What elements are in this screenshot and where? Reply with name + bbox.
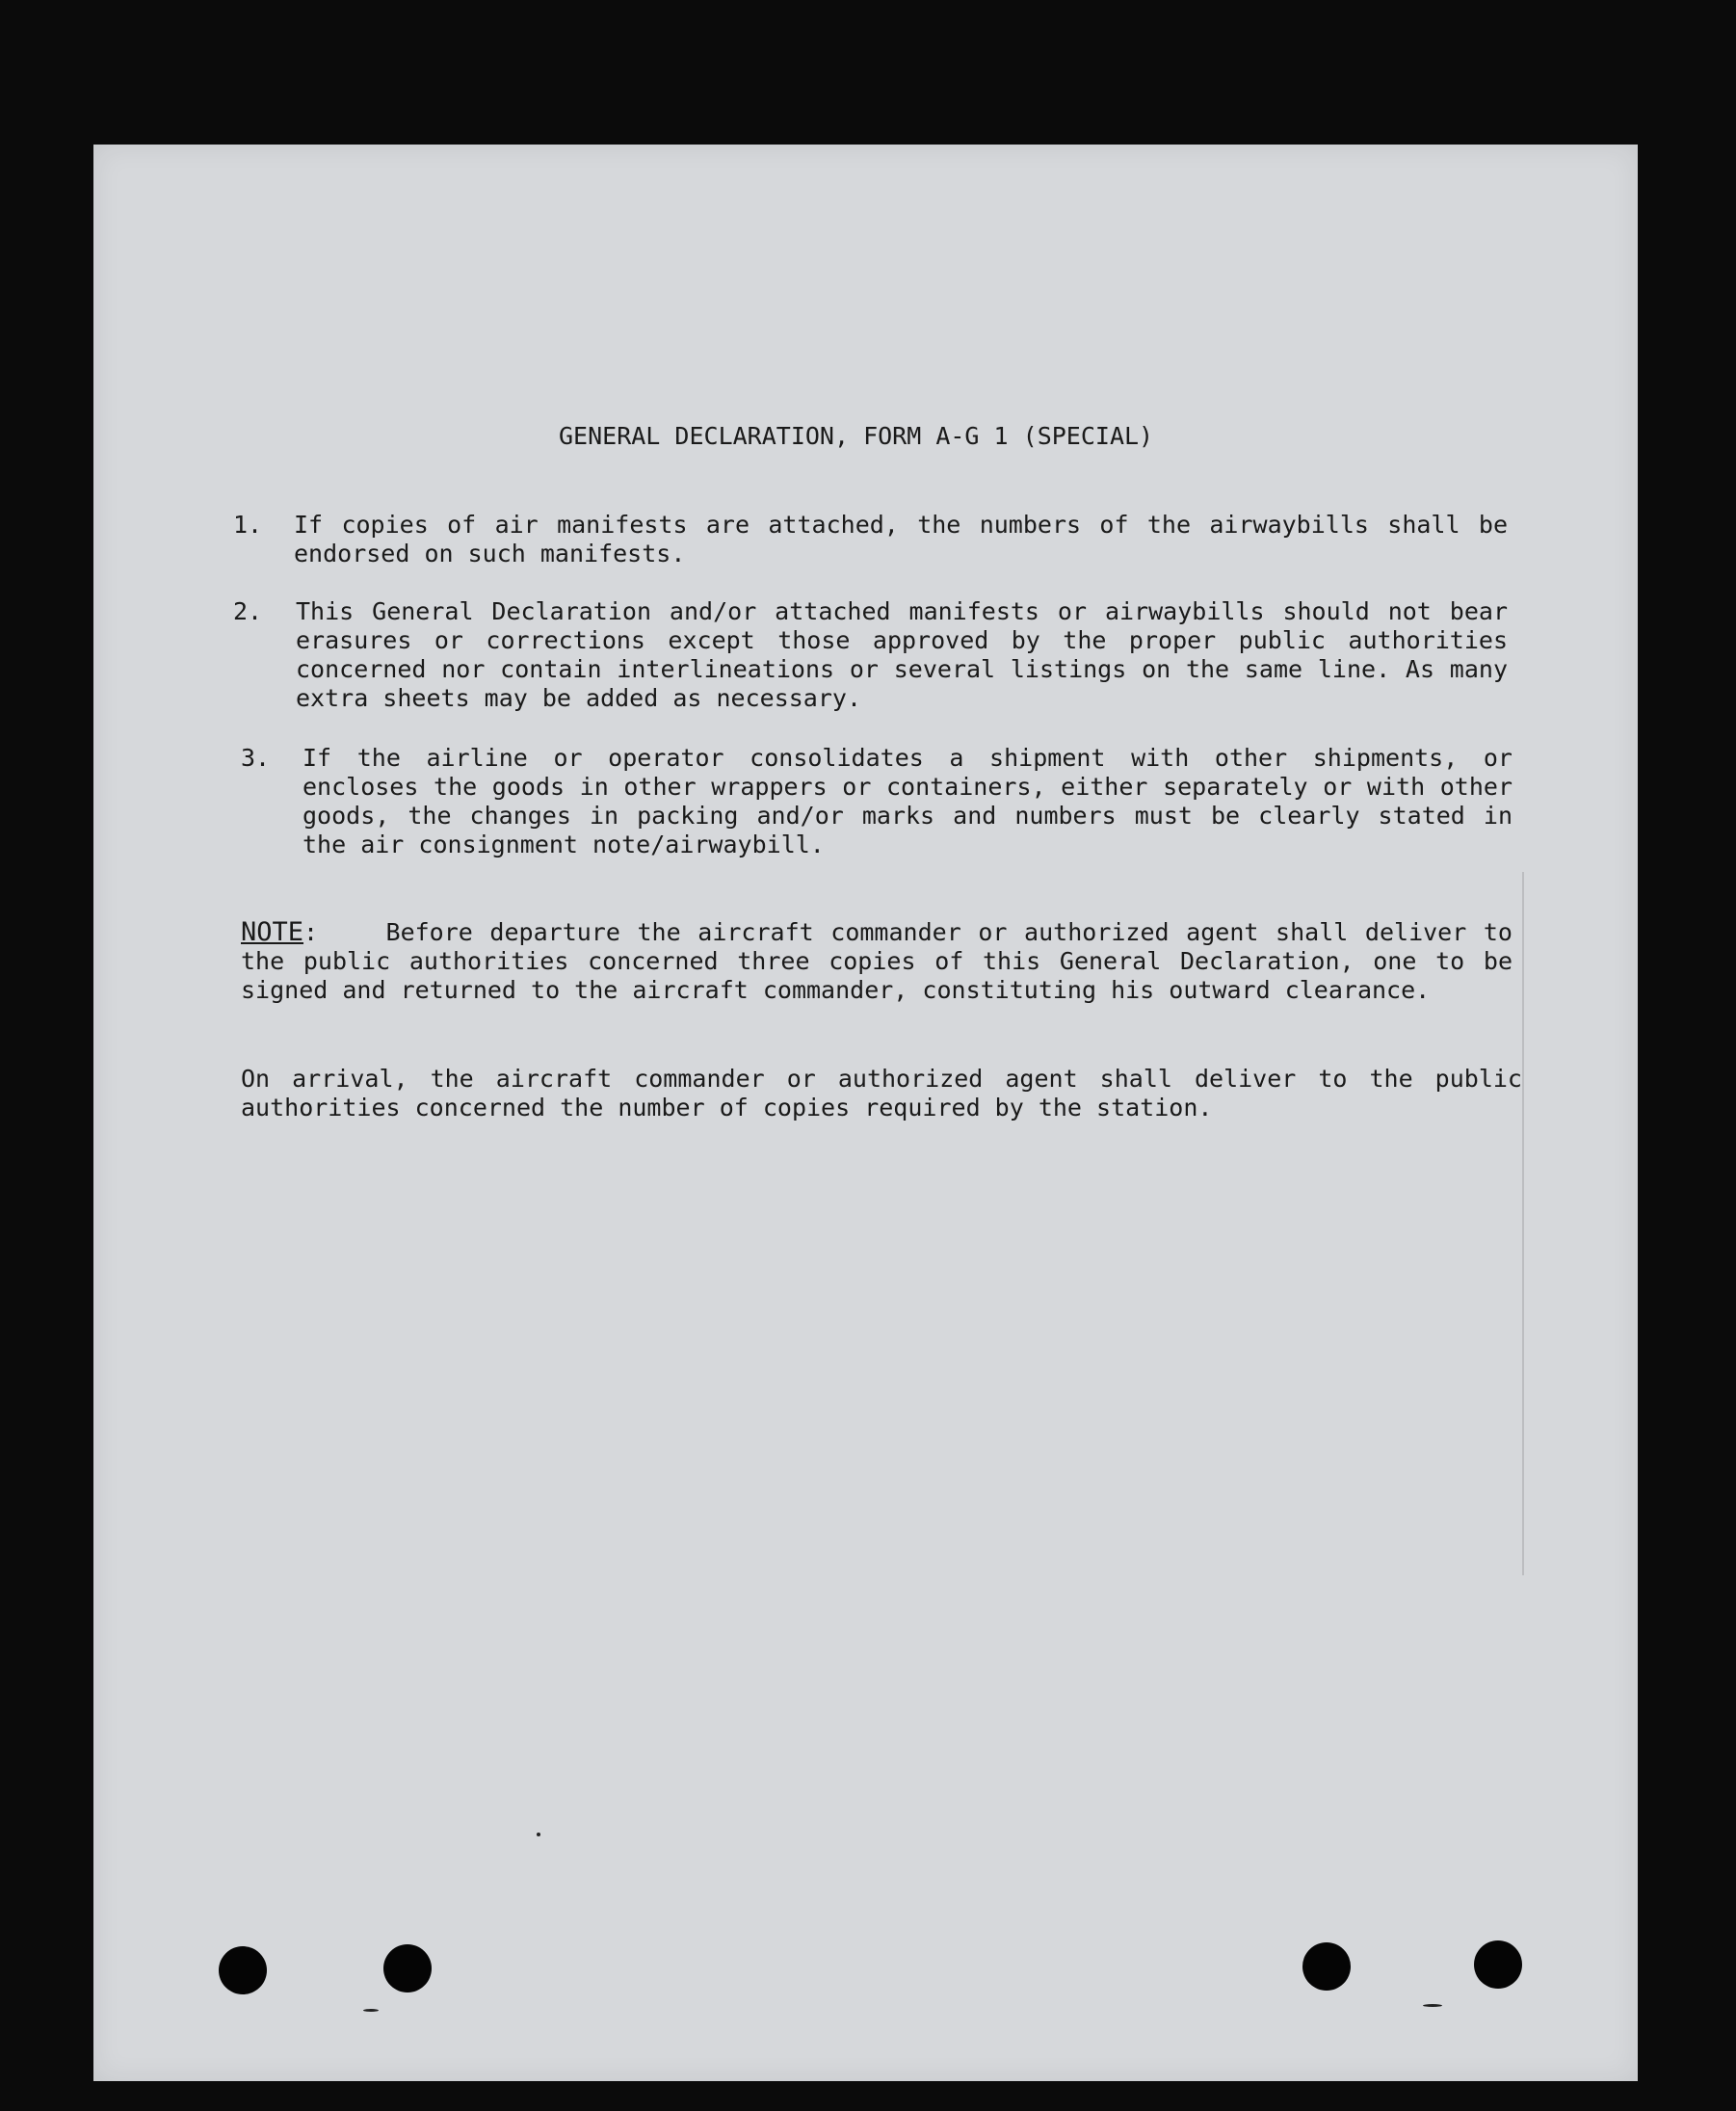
punch-hole-2 [383, 1944, 432, 1992]
item-number: 1. [233, 511, 263, 539]
item-text: This General Declaration and/or attached manifests or airwaybills should not bear erasures or corrections except those approved by the proper public authorities concerned nor contain interlineations or several listings on the same line. As many extra sheets may be added as necessary. [296, 597, 1508, 712]
note-label: NOTE [241, 917, 304, 947]
punch-hole-3 [1302, 1942, 1351, 1991]
item-number: 3. [241, 744, 271, 772]
speck [363, 2009, 379, 2012]
item-number: 2. [233, 597, 263, 625]
speck [537, 1833, 540, 1836]
note-paragraph [241, 918, 1512, 1005]
note-colon: : [303, 918, 386, 946]
punch-hole-4 [1474, 1940, 1522, 1989]
punch-hole-1 [219, 1946, 267, 1994]
document-title: GENERAL DECLARATION, FORM A-G 1 (SPECIAL) [559, 422, 1154, 450]
speck [1423, 2004, 1442, 2007]
fold-line [1522, 872, 1524, 1575]
item-text: If copies of air manifests are attached, the numbers of the airwaybills shall be endorsed on such manifests. [294, 511, 1508, 567]
arrival-paragraph: On arrival, the aircraft commander or authorized agent shall deliver to the public authorities concerned the number of copies required by the station. [241, 1065, 1522, 1121]
item-text: If the airline or operator consolidates a shipment with other shipments, or encloses the goods in other wrappers or containers, either separately or with other goods, the changes in packing and/or marks and numbers must be clearly stated in the air consignment note/airwaybill. [302, 744, 1512, 858]
note-text: Before departure the aircraft commander or authorized agent shall deliver to the public authorities concerned three copies of this General Declaration, one to be signed and returned to the aircraft commander, constituting his outward clearance. [241, 918, 1512, 1004]
